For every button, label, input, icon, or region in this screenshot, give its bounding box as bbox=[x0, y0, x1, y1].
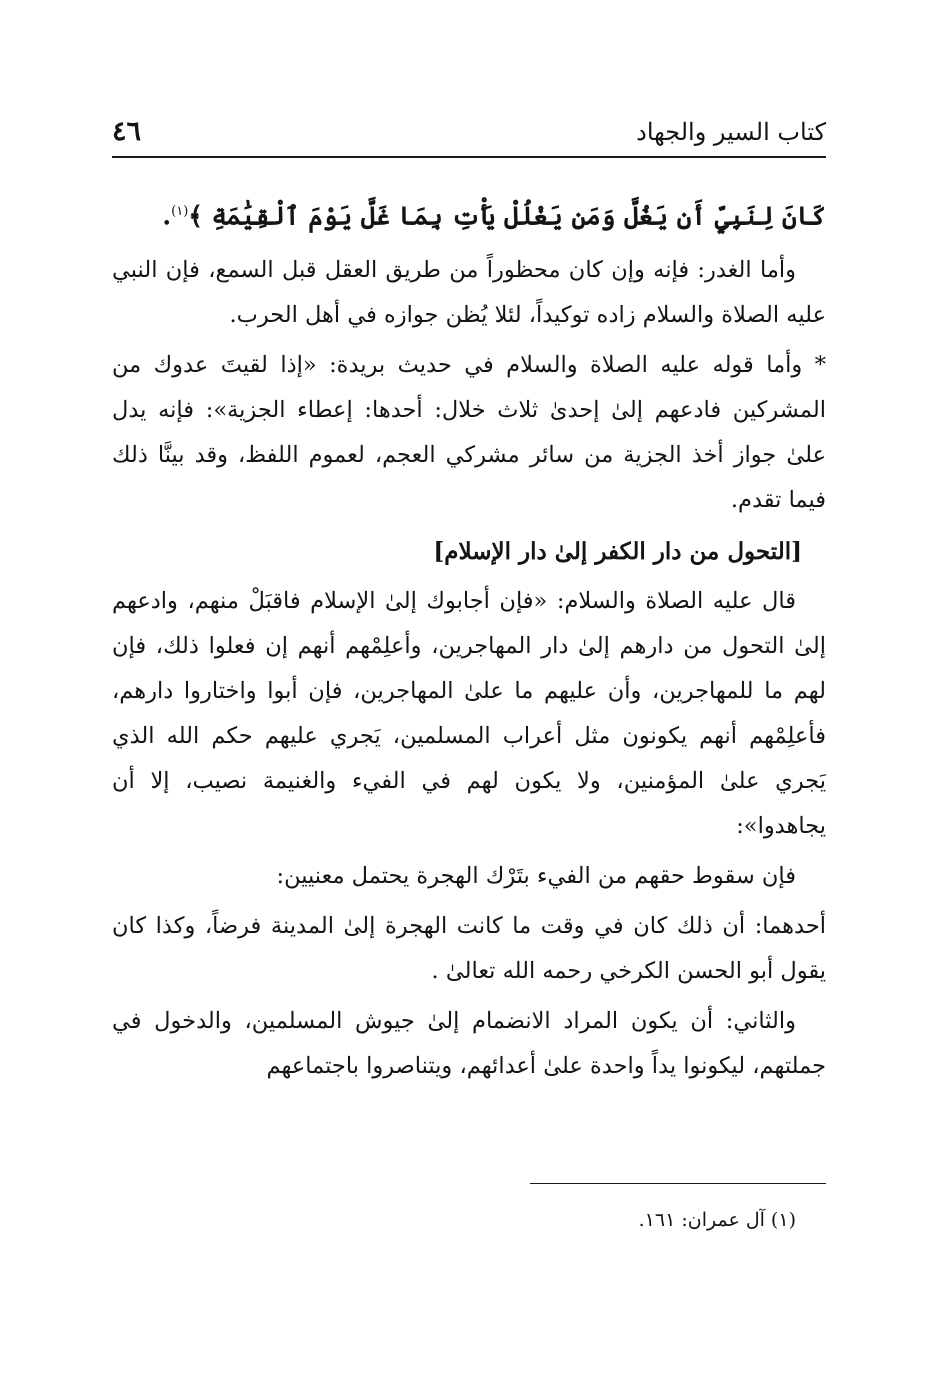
paragraph-first-meaning: أحدهما: أن ذلك كان في وقت ما كانت الهجرة إلىٰ المدينة فرضاً، وكذا كان يقول أبو الحسن الكرخي رحمه الله تعالىٰ . bbox=[112, 913, 826, 985]
paragraph-two-meanings: فإن سقوط حقهم من الفيء بتَرْك الهجرة يحتمل معنيين: bbox=[276, 863, 796, 890]
main-text bbox=[112, 186, 826, 1094]
footnote-reference: (١) bbox=[171, 204, 189, 219]
footnote-divider bbox=[530, 1183, 826, 1184]
paragraph-buraydah-hadith: * وأما قوله عليه الصلاة والسلام في حديث بريدة: «إذا لقيتَ عدوك من المشركين فادعهم إلىٰ إحدىٰ ثلاث خلال: أحدها: إعطاء الجزية»: فإنه يدل علىٰ جواز أخذ الجزية من سائر مشركي العجم، لعموم اللفظ، وقد بينَّا ذلك فيما تقدم. bbox=[112, 352, 826, 514]
paragraph-treachery: وأما الغدر: فإنه وإن كان محظوراً من طريق العقل قبل السمع، فإن النبي عليه الصلاة والسلام زاده توكيداً، لئلا يُظن جوازه في أهل الحرب. bbox=[112, 257, 826, 329]
verse-text: كَانَ لِنَبِيٍّ أَن يَغُلَّ وَمَن يَغْلُلْ يَأْتِ بِمَا غَلَّ يَوْمَ ٱلْقِيَٰمَةِ ﴾ bbox=[188, 201, 826, 231]
page-header bbox=[112, 112, 826, 158]
footnote: (١) آل عمران: ١٦١. bbox=[638, 1209, 796, 1231]
quran-verse bbox=[112, 186, 826, 242]
page-number: ٤٦ bbox=[112, 116, 142, 147]
paragraph-second-meaning: والثاني: أن يكون المراد الانضمام إلىٰ جيوش المسلمين، والدخول في جملتهم، ليكونوا يداً واحدة علىٰ أعدائهم، ويتناصروا باجتماعهم bbox=[112, 1008, 826, 1080]
section-heading: [التحول من دار الكفر إلىٰ دار الإسلام] bbox=[433, 538, 802, 566]
paragraph-migration-hadith: قال عليه الصلاة والسلام: «فإن أجابوك إلىٰ الإسلام فاقبَلْ منهم، وادعهم إلىٰ التحول من دارهم إلىٰ دار المهاجرين، وأعلِمْهم أنهم إن فعلوا ذلك، فإن لهم ما للمهاجرين، وأن عليهم ما علىٰ المهاجرين، فإن أبوا واختاروا دارهم، فأعلِمْهم أنهم يكونون مثل أعراب المسلمين، يَجري عليهم حكم الله الذي يَجري علىٰ المؤمنين، ولا يكون لهم في الفيء والغنيمة نصيب، إلا أن يجاهدوا»: bbox=[112, 588, 826, 840]
verse-period: . bbox=[162, 201, 172, 231]
running-title: كتاب السير والجهاد bbox=[636, 118, 826, 146]
